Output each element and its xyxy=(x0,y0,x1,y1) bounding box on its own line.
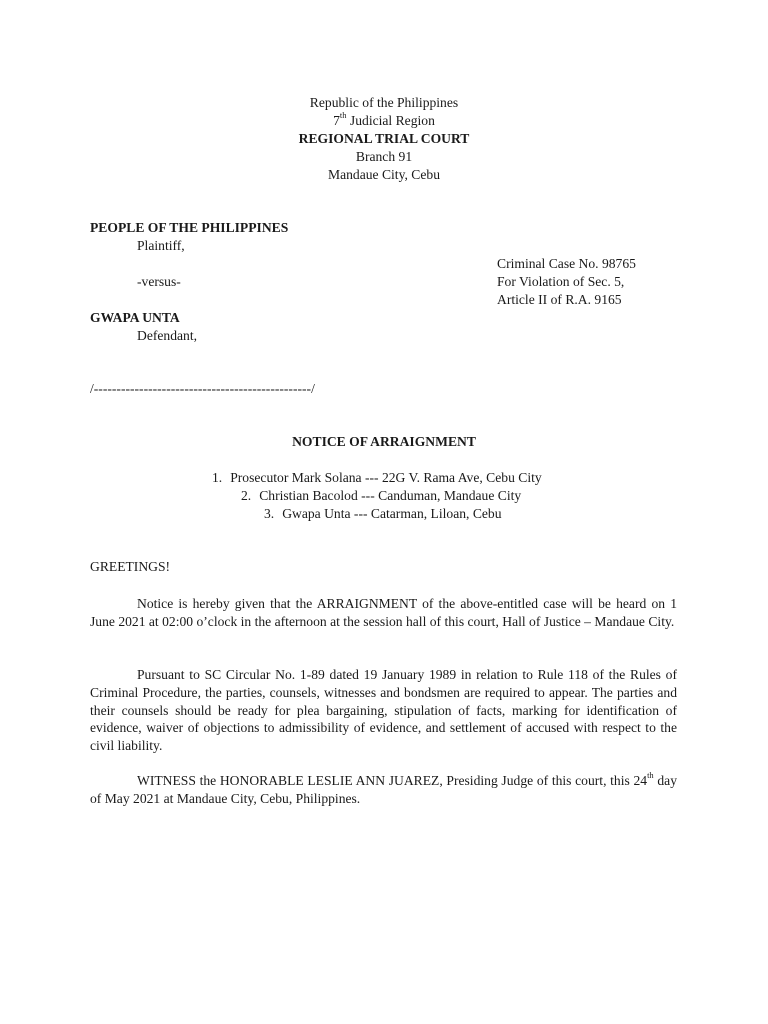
case-number: Criminal Case No. 98765 xyxy=(497,256,636,271)
paragraph-circular: Pursuant to SC Circular No. 1-89 dated 19 January 1989 in relation to Rule 118 of the Rules of Criminal Procedure, the parties, counsels, witnesses and bondsmen are required to appear. The parties and their counsels should be ready for plea bargaining, stipulation of facts, marking for identification of evidence, waiver of objections to admissibility of evidence, and settlement of accused with respect to the civil liability. xyxy=(90,667,677,754)
recipient-item xyxy=(241,487,521,505)
header-branch: Branch 91 xyxy=(355,149,413,164)
caption-divider: /------------------------------------------------/ xyxy=(90,381,315,396)
header-republic: Republic of the Philippines xyxy=(309,95,459,110)
recipient-text: Christian Bacolod --- Canduman, Mandaue City xyxy=(259,488,522,503)
versus-label: -versus- xyxy=(137,274,181,289)
defendant-name: GWAPA UNTA xyxy=(90,310,180,325)
paragraph-arraignment-notice: Notice is hereby given that the ARRAIGNMENT of the above-entitled case will be heard on 1 June 2021 at 02:00 o’clock in the afternoon at the session hall of this court, Hall of Justice – Mandaue City. xyxy=(90,596,677,629)
header-city: Mandaue City, Cebu xyxy=(327,167,440,182)
notice-title: NOTICE OF ARRAIGNMENT xyxy=(292,434,476,449)
recipient-number: 2. xyxy=(241,488,252,503)
plaintiff-name: PEOPLE OF THE PHILIPPINES xyxy=(90,220,289,235)
recipient-number: 3. xyxy=(264,506,275,521)
defendant-role: Defendant, xyxy=(137,328,198,343)
recipient-text: Gwapa Unta --- Catarman, Liloan, Cebu xyxy=(282,506,502,521)
header-court-name: REGIONAL TRIAL COURT xyxy=(298,131,470,146)
recipient-text: Prosecutor Mark Solana --- 22G V. Rama Ave, Cebu City xyxy=(230,470,542,485)
paragraph-witness: WITNESS the HONORABLE LESLIE ANN JUAREZ, Presiding Judge of this court, this 24th day of May 2021 at Mandaue City, Cebu, Philippines. xyxy=(90,770,677,806)
violation-line-2: Article II of R.A. 9165 xyxy=(497,292,622,307)
plaintiff-role: Plaintiff, xyxy=(137,238,185,253)
greeting: GREETINGS! xyxy=(90,559,171,574)
recipient-item xyxy=(212,469,542,487)
header-judicial-region: 7th Judicial Region xyxy=(333,110,435,128)
recipient-item xyxy=(264,505,502,523)
recipient-number: 1. xyxy=(212,470,223,485)
violation-line-1: For Violation of Sec. 5, xyxy=(497,274,625,289)
